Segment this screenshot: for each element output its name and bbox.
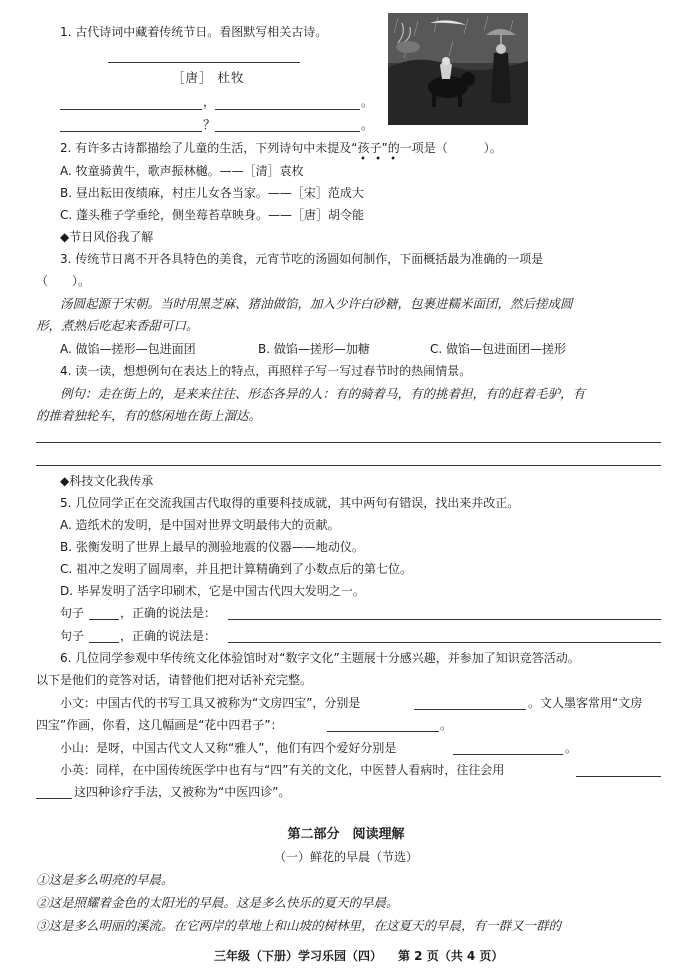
q1-stem: 1. 古代诗词中藏着传统节日。看图默写相关古诗。 [60, 25, 328, 39]
q6-four-diagnosis-blank-a[interactable] [576, 776, 661, 777]
q5-answer-2-correction-blank[interactable] [228, 642, 661, 643]
qingming-illustration-svg [388, 13, 528, 125]
q1-line1-blank-a[interactable] [60, 109, 202, 110]
q1-line1-blank-b[interactable] [215, 109, 360, 110]
q3-passage-line1: 汤圆起源于宋朝。当时用黑芝麻、猪油做馅，加入少许白砂糖，包裹进糯米面团，然后搓成圆 [60, 296, 573, 311]
part2-paragraph-2: ②这是照耀着金色的太阳光的早晨。这是多么快乐的夏天的早晨。 [36, 895, 399, 910]
part2-title: 第二部分 阅读理解 [287, 827, 405, 842]
q2-stem: 2. 有许多古诗都描绘了儿童的生活，下列诗句中未提及“孩子”的一项是（ ）。 [60, 141, 502, 155]
q5-answer-1-prefix: 句子 [60, 606, 85, 620]
q5-option-c: C. 祖冲之发明了圆周率，并且把计算精确到了小数点后的第七位。 [60, 562, 413, 576]
q1-question-mark: ？ [203, 117, 216, 132]
q5-answer-1-correction-blank[interactable] [228, 619, 661, 620]
q3-option-a[interactable]: A. 做馅—搓形—包进面团 [60, 342, 196, 356]
q3-option-b[interactable]: B. 做馅—搓形—加糖 [258, 342, 370, 356]
q3-stem-line1: 3. 传统节日离不开各具特色的美食，元宵节吃的汤圆如何制作，下面概括最为准确的一项是 [60, 252, 544, 266]
q6-xiaowen-line1-a: 小文：中国古代的书写工具又被称为“文房四宝”，分别是 [60, 696, 361, 710]
q6-xiaoshan-end: 。 [565, 741, 578, 755]
q5-option-a: A. 造纸术的发明，是中国对世界文明最伟大的贡献。 [60, 518, 340, 532]
q2-emphasis-dots: • • • [360, 154, 400, 165]
q6-four-treasures-blank[interactable] [414, 709, 526, 710]
q4-answer-line-2[interactable] [36, 465, 661, 466]
q2-option-b[interactable]: B. 昼出耘田夜绩麻，村庄儿女各当家。——［宋］范成大 [60, 186, 364, 200]
qingming-illustration [388, 13, 528, 125]
q3-passage-line2: 形，煮熟后吃起来香甜可口。 [36, 318, 199, 333]
q4-example-line1: 例句：走在街上的，是来来往往、形态各异的人：有的骑着马，有的挑着担，有的赶着毛驴，有 [60, 386, 586, 401]
q2-option-c[interactable]: C. 蓬头稚子学垂纶，侧坐莓苔草映身。——［唐］胡令能 [60, 208, 365, 222]
q1-title-blank[interactable] [108, 62, 300, 63]
q1-line2-blank-a[interactable] [60, 131, 202, 132]
footer-page-number: 第 2 页（共 4 页） [398, 949, 504, 963]
q1-line2-blank-b[interactable] [215, 131, 360, 132]
q6-stem-line1: 6. 几位同学参观中华传统文化体验馆时对“数字文化”主题展十分感兴趣，并参加了知识竞答活动。 [60, 651, 580, 665]
q6-xiaowen-line2-b: 。 [440, 718, 453, 732]
q6-four-gentlemen-blank[interactable] [327, 731, 439, 732]
q1-period-2: 。 [361, 117, 374, 132]
section-festival-heading: ◆节日风俗我了解 [60, 230, 154, 244]
q6-xiaoying-line2: 这四种诊疗手法，又被称为“中医四诊”。 [74, 785, 291, 799]
q6-stem-line2: 以下是他们的竞答对话，请替他们把对话补充完整。 [36, 673, 313, 687]
part2-paragraph-1: ①这是多么明亮的早晨。 [36, 872, 174, 887]
q6-xiaoshan-line: 小山：是呀，中国古代文人又称“雅人”，他们有四个爱好分别是 [60, 741, 397, 755]
q2-option-a[interactable]: A. 牧童骑黄牛，歌声振林樾。——［清］袁枚 [60, 164, 304, 178]
q6-xiaowen-line1-b: 。文人墨客常用“文房 [528, 696, 643, 710]
q6-xiaowen-line2-a: 四宝”作画，你看，这几幅画是“花中四君子”： [36, 718, 283, 732]
part2-subtitle: （一）鲜花的早晨（节选） [273, 850, 418, 864]
q5-answer-2-letter-blank[interactable] [89, 642, 119, 643]
section-tech-heading: ◆科技文化我传承 [60, 474, 154, 488]
q6-four-diagnosis-blank-b[interactable] [36, 798, 72, 799]
q4-stem: 4. 读一读，想想例句在表达上的特点，再照样子写一写过春节时的热闹情景。 [60, 364, 472, 378]
q6-four-hobbies-blank[interactable] [453, 754, 563, 755]
part2-paragraph-3: ③这是多么明丽的溪流。在它两岸的草地上和山坡的树林里，在这夏天的早晨，有一群又一群的 [36, 918, 562, 933]
q5-answer-2-mid: ，正确的说法是： [120, 629, 217, 643]
q4-example-line2: 的推着独轮车，有的悠闲地在街上溜达。 [36, 408, 262, 423]
q5-option-b: B. 张衡发明了世界上最早的测验地震的仪器——地动仪。 [60, 540, 364, 554]
q5-answer-2-prefix: 句子 [60, 629, 85, 643]
q5-stem: 5. 几位同学正在交流我国古代取得的重要科技成就，其中两句有错误，找出来并改正。 [60, 496, 520, 510]
q1-period: 。 [361, 94, 374, 109]
q6-xiaoying-line1: 小英：同样，在中国传统医学中也有与“四”有关的文化，中医替人看病时，往往会用 [60, 763, 505, 777]
q5-answer-1-mid: ，正确的说法是： [120, 606, 217, 620]
q4-answer-line-1[interactable] [36, 442, 661, 443]
q1-comma: ， [203, 94, 216, 109]
footer-grade: 三年级（下册）学习乐园（四） [214, 949, 383, 963]
q3-option-c[interactable]: C. 做馅—包进面团—搓形 [430, 342, 567, 356]
q5-option-d: D. 毕昇发明了活字印刷术，它是中国古代四大发明之一。 [60, 584, 365, 598]
q1-author: ［唐］ 杜牧 [172, 70, 245, 85]
q3-stem-line2: （ ）。 [36, 274, 91, 288]
q5-answer-1-letter-blank[interactable] [89, 619, 119, 620]
